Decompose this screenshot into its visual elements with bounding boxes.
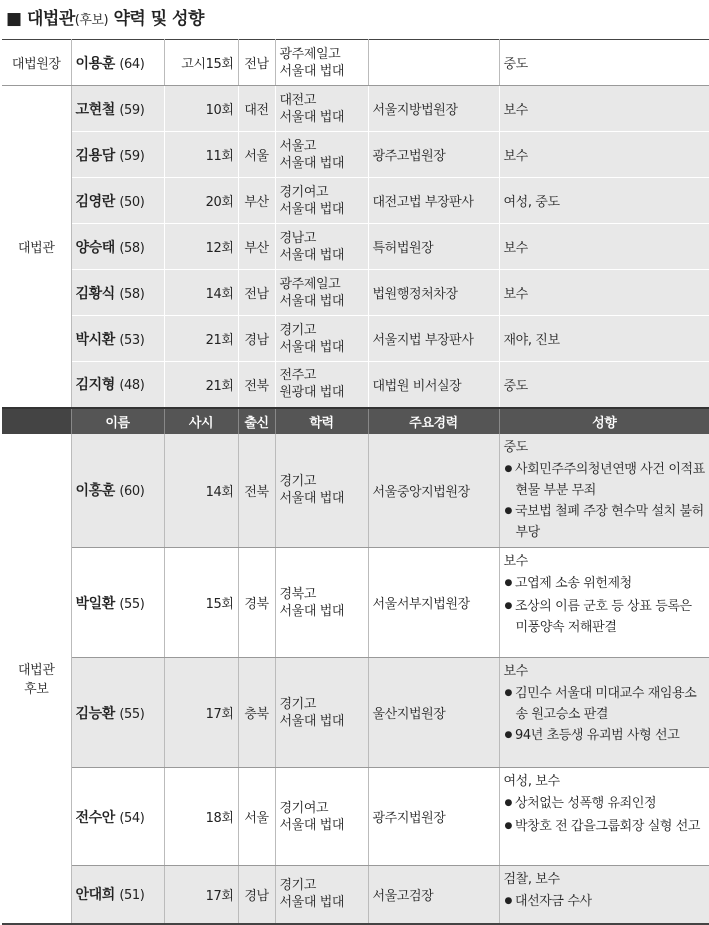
school-line: 서울대 법대: [279, 491, 345, 507]
age-text: (55): [119, 706, 145, 722]
age-text: (54): [119, 810, 145, 826]
tendency-summary: 중도: [503, 439, 528, 455]
name-cell: [71, 658, 164, 768]
school-cell: [275, 132, 368, 178]
header-origin: 출신: [238, 408, 275, 434]
school-line: 서울대 법대: [279, 293, 345, 309]
column-header-row: [2, 408, 709, 434]
candidate-row: [2, 658, 709, 768]
group-label: [2, 434, 71, 924]
career-cell: 대전고법 부장판사: [368, 178, 499, 224]
name-text: 이홍훈: [75, 483, 115, 500]
justice-table: [2, 39, 709, 925]
name-cell: [71, 178, 164, 224]
school-line: 서울대 법대: [279, 109, 345, 125]
group-label-line: 후보: [24, 682, 49, 697]
header-exam: 사시: [164, 408, 238, 434]
tendency-cell: 보수: [499, 224, 709, 270]
title-marker: ■: [6, 9, 22, 29]
candidate-row: [2, 548, 709, 658]
career-cell: [368, 40, 499, 86]
group-label-line: 대법관: [18, 663, 55, 678]
origin-cell: 전북: [238, 362, 275, 408]
person-name: [76, 377, 145, 393]
name-text: 전수안: [75, 809, 115, 826]
school-cell: [275, 658, 368, 768]
origin-cell: 부산: [238, 224, 275, 270]
tendency-note: ● 고엽제 소송 위헌제청: [504, 574, 706, 595]
person-name: [76, 56, 145, 72]
exam-cell: 18회: [164, 768, 238, 866]
justice-row: [2, 270, 709, 316]
tendency-cell: 재야, 진보: [499, 316, 709, 362]
career-cell: 울산지법원장: [368, 658, 499, 768]
age-text: (59): [119, 148, 145, 164]
career-cell: 대법원 비서실장: [368, 362, 499, 408]
age-text: (58): [119, 240, 145, 256]
exam-cell: 17회: [164, 866, 238, 924]
person-name: [76, 194, 145, 210]
name-text: 김황식: [75, 285, 115, 302]
exam-cell: 21회: [164, 362, 238, 408]
school-cell: [275, 270, 368, 316]
name-cell: [71, 224, 164, 270]
school-line: 서울대 법대: [279, 895, 345, 911]
person-name: [76, 240, 145, 256]
tendency-cell: 보수: [499, 270, 709, 316]
title-main: 대법관: [26, 9, 75, 29]
tendency-cell: [499, 548, 709, 658]
origin-cell: 대전: [238, 86, 275, 132]
age-text: (64): [119, 56, 145, 72]
exam-cell: 21회: [164, 316, 238, 362]
tendency-note: ● 94년 초등생 유괴범 사형 선고: [504, 726, 706, 747]
name-text: 김영란: [75, 193, 115, 210]
name-cell: [71, 132, 164, 178]
tendency-cell: [499, 768, 709, 866]
age-text: (48): [119, 378, 145, 394]
name-cell: [71, 434, 164, 548]
tendency-cell: 보수: [499, 86, 709, 132]
age-text: (53): [119, 332, 145, 348]
tendency-note: ● 박창호 전 갑을그룹회장 실형 선고: [504, 817, 706, 838]
name-text: 이용훈: [75, 55, 115, 72]
name-text: 안대희: [75, 887, 115, 904]
career-cell: 광주지법원장: [368, 768, 499, 866]
school-line: 경기고: [279, 322, 316, 338]
page-title: [6, 4, 204, 29]
tendency-cell: 중도: [499, 362, 709, 408]
header-tendency: 성향: [499, 408, 709, 434]
tendency-summary: 보수: [503, 554, 528, 569]
origin-cell: 전북: [238, 434, 275, 548]
tendency-note: ● 대선자금 수사: [504, 892, 706, 913]
justice-row: [2, 178, 709, 224]
career-cell: 서울중앙지법원장: [368, 434, 499, 548]
name-text: 김능환: [75, 705, 115, 722]
origin-cell: 서울: [238, 132, 275, 178]
title-paren: (후보): [74, 13, 109, 28]
school-line: 서울대 법대: [279, 63, 345, 79]
career-cell: 서울지법 부장판사: [368, 316, 499, 362]
career-cell: 서울서부지법원장: [368, 548, 499, 658]
school-cell: [275, 224, 368, 270]
header-name: 이름: [71, 408, 164, 434]
name-cell: [71, 548, 164, 658]
school-cell: [275, 40, 368, 86]
tendency-note: ● 김민수 서울대 미대교수 재임용소송 원고승소 판결: [504, 684, 706, 724]
origin-cell: 전남: [238, 270, 275, 316]
exam-cell: 10회: [164, 86, 238, 132]
school-line: 광주제일고: [279, 276, 341, 292]
name-text: 김지형: [75, 377, 115, 394]
school-cell: [275, 86, 368, 132]
tendency-cell: [499, 434, 709, 548]
school-cell: [275, 316, 368, 362]
candidate-row: [2, 768, 709, 866]
name-text: 박시환: [75, 331, 115, 348]
school-cell: [275, 178, 368, 224]
school-cell: [275, 434, 368, 548]
origin-cell: 경북: [238, 548, 275, 658]
tendency-summary: 검찰, 보수: [503, 872, 560, 887]
school-line: 서울대 법대: [279, 155, 345, 171]
age-text: (59): [119, 102, 145, 118]
career-cell: 법원행정처차장: [368, 270, 499, 316]
name-text: 박일환: [75, 595, 115, 612]
exam-cell: 20회: [164, 178, 238, 224]
school-line: 전주고: [279, 368, 316, 384]
tendency-cell: 중도: [499, 40, 709, 86]
justice-row: [2, 362, 709, 408]
career-cell: 서울지방법원장: [368, 86, 499, 132]
school-line: 광주제일고: [279, 46, 341, 62]
school-line: 경북고: [279, 586, 316, 602]
person-name: [76, 596, 145, 612]
school-line: 경기고: [279, 474, 316, 490]
exam-cell: 15회: [164, 548, 238, 658]
origin-cell: 부산: [238, 178, 275, 224]
name-text: 고현철: [75, 101, 115, 118]
person-name: [76, 810, 145, 826]
career-cell: 특허법원장: [368, 224, 499, 270]
exam-cell: 14회: [164, 434, 238, 548]
origin-cell: 경남: [238, 866, 275, 924]
person-name: [76, 286, 145, 302]
school-line: 경기고: [279, 878, 316, 894]
school-line: 서울대 법대: [279, 247, 345, 263]
school-cell: [275, 362, 368, 408]
person-name: [76, 706, 145, 722]
career-cell: 광주고법원장: [368, 132, 499, 178]
tendency-note: ● 국보법 철폐 주장 현수막 설치 불허 부당: [504, 502, 706, 542]
justice-row: [2, 132, 709, 178]
name-cell: [71, 86, 164, 132]
school-line: 경기여고: [279, 184, 329, 200]
person-name: [76, 332, 145, 348]
age-text: (58): [119, 286, 145, 302]
exam-cell: 12회: [164, 224, 238, 270]
group-label: 대법원장: [2, 40, 71, 86]
justice-row: [2, 316, 709, 362]
exam-cell: 11회: [164, 132, 238, 178]
justice-row: [2, 86, 709, 132]
school-line: 서울대 법대: [279, 713, 345, 729]
person-name: [76, 483, 145, 499]
age-text: (60): [119, 484, 145, 500]
school-line: 원광대 법대: [279, 385, 345, 401]
person-name: [76, 102, 145, 118]
group-label: 대법관: [2, 86, 71, 408]
origin-cell: 충북: [238, 658, 275, 768]
header-col1: [2, 408, 71, 434]
school-cell: [275, 768, 368, 866]
exam-cell: 고시15회: [164, 40, 238, 86]
chief-row: [2, 40, 709, 86]
name-cell: [71, 362, 164, 408]
school-line: 서울고: [279, 138, 316, 154]
school-line: 서울대 법대: [279, 339, 345, 355]
school-line: 서울대 법대: [279, 817, 345, 833]
tendency-cell: 여성, 중도: [499, 178, 709, 224]
person-name: [76, 887, 145, 903]
school-line: 경기여고: [279, 800, 329, 816]
age-text: (55): [119, 596, 145, 612]
school-line: 대전고: [279, 92, 316, 108]
origin-cell: 서울: [238, 768, 275, 866]
age-text: (51): [119, 888, 145, 904]
school-line: 서울대 법대: [279, 603, 345, 619]
title-rest: 약력 및 성향: [113, 9, 204, 29]
tendency-note: ● 조상의 이름 군호 등 상표 등록은 미풍양속 저해판결: [504, 597, 706, 637]
origin-cell: 경남: [238, 316, 275, 362]
tendency-cell: [499, 658, 709, 768]
school-line: 경기고: [279, 696, 316, 712]
career-cell: 서울고검장: [368, 866, 499, 924]
tendency-summary: 보수: [503, 664, 528, 679]
header-career: 주요경력: [368, 408, 499, 434]
school-cell: [275, 548, 368, 658]
school-line: 서울대 법대: [279, 201, 345, 217]
exam-cell: 17회: [164, 658, 238, 768]
name-text: 양승태: [75, 239, 115, 256]
justice-row: [2, 224, 709, 270]
tendency-note: ● 상처없는 성폭행 유죄인정: [504, 794, 706, 815]
name-text: 김용담: [75, 147, 115, 164]
name-cell: [71, 270, 164, 316]
tendency-cell: 보수: [499, 132, 709, 178]
name-cell: [71, 768, 164, 866]
person-name: [76, 148, 145, 164]
tendency-note: ● 사회민주주의청년연맹 사건 이적표현물 부분 무죄: [504, 460, 706, 500]
candidate-row: [2, 434, 709, 548]
name-cell: [71, 316, 164, 362]
age-text: (50): [119, 194, 145, 210]
origin-cell: 전남: [238, 40, 275, 86]
school-line: 경남고: [279, 230, 316, 246]
name-cell: [71, 40, 164, 86]
header-school: 학력: [275, 408, 368, 434]
exam-cell: 14회: [164, 270, 238, 316]
tendency-summary: 여성, 보수: [503, 774, 560, 789]
